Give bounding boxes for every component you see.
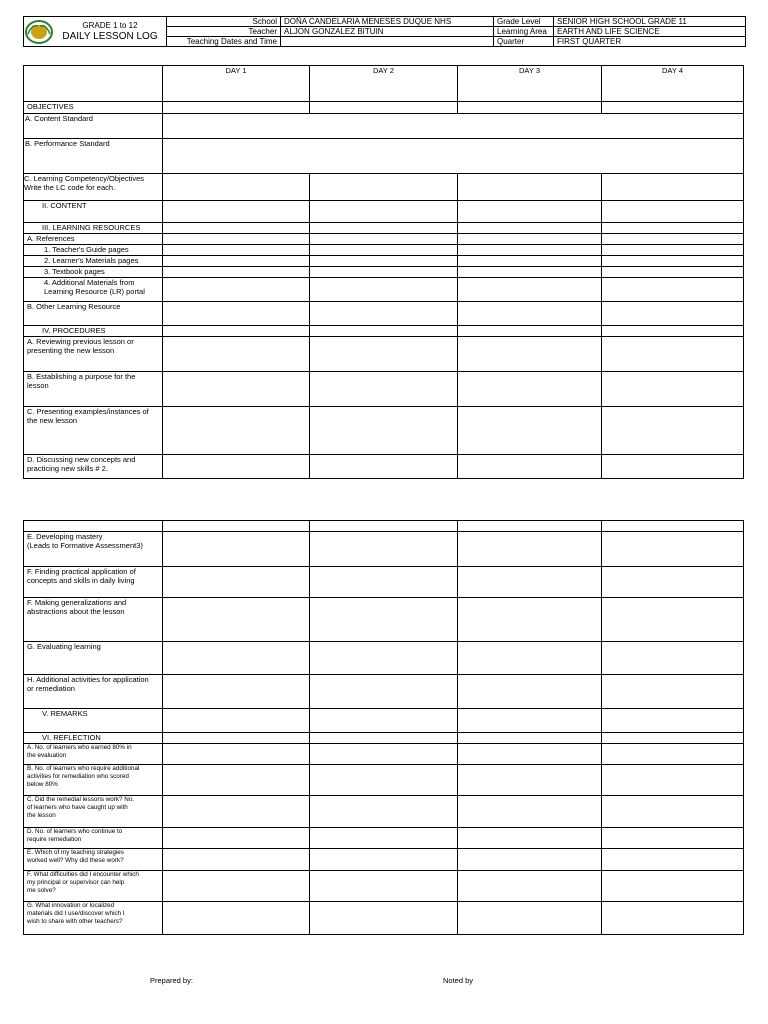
- dates-label: Teaching Dates and Time: [167, 37, 281, 47]
- objectives-day-4[interactable]: [602, 102, 744, 114]
- day-1-header: DAY 1: [163, 66, 310, 102]
- ref-b-day-3[interactable]: [458, 765, 602, 796]
- performance-standard-label: B. Performance Standard: [24, 139, 163, 174]
- references-day-4[interactable]: [602, 234, 744, 245]
- additional-day-1[interactable]: [163, 278, 310, 302]
- school-label: School: [167, 17, 281, 27]
- competency-day-2[interactable]: [310, 174, 458, 201]
- ref-a-day-1[interactable]: [163, 744, 310, 765]
- ref-g-day-1[interactable]: [163, 902, 310, 935]
- proc-f1-day-2[interactable]: [310, 567, 458, 598]
- ref-d-day-2[interactable]: [310, 828, 458, 849]
- ref-d-day-3[interactable]: [458, 828, 602, 849]
- proc-h-day-1[interactable]: [163, 675, 310, 709]
- proc-b-day-2[interactable]: [310, 372, 458, 407]
- proc-g-day-4[interactable]: [602, 642, 744, 675]
- ref-e-day-2[interactable]: [310, 849, 458, 871]
- ref-b-day-1[interactable]: [163, 765, 310, 796]
- additional-day-2[interactable]: [310, 278, 458, 302]
- additional-materials-label: 4. Additional Materials from Learning Resource (LR) portal: [24, 278, 163, 302]
- ref-f-day-3[interactable]: [458, 871, 602, 902]
- lm-day-4[interactable]: [602, 256, 744, 267]
- objectives-day-3[interactable]: [458, 102, 602, 114]
- proc-d-day-4[interactable]: [602, 455, 744, 479]
- textbook-day-1[interactable]: [163, 267, 310, 278]
- proc-g-day-3[interactable]: [458, 642, 602, 675]
- proc-f1-day-4[interactable]: [602, 567, 744, 598]
- reflection-day-2[interactable]: [310, 733, 458, 744]
- procedures-day-3[interactable]: [458, 326, 602, 337]
- header-table: [23, 16, 746, 47]
- grade-level-label: Grade Level: [494, 17, 554, 27]
- ref-c-day-3[interactable]: [458, 796, 602, 828]
- proc-h-day-2[interactable]: [310, 675, 458, 709]
- resources-day-1[interactable]: [163, 223, 310, 234]
- quarter-value: FIRST QUARTER: [554, 37, 746, 47]
- objectives-label: OBJECTIVES: [24, 102, 163, 114]
- proc-b-day-1[interactable]: [163, 372, 310, 407]
- ref-d-label: D. No. of learners who continue to require remediation: [24, 828, 163, 849]
- proc-g-day-2[interactable]: [310, 642, 458, 675]
- tg-day-4[interactable]: [602, 245, 744, 256]
- proc-h-day-4[interactable]: [602, 675, 744, 709]
- proc-f2-day-3[interactable]: [458, 598, 602, 642]
- proc-d-day-3[interactable]: [458, 455, 602, 479]
- references-day-3[interactable]: [458, 234, 602, 245]
- ref-c-day-1[interactable]: [163, 796, 310, 828]
- proc-c-label: C. Presenting examples/instances of the new lesson: [24, 407, 163, 455]
- logo-cell: [24, 17, 167, 47]
- ref-a-day-3[interactable]: [458, 744, 602, 765]
- lm-day-1[interactable]: [163, 256, 310, 267]
- proc-g-label: G. Evaluating learning: [24, 642, 163, 675]
- references-label: A. References: [24, 234, 163, 245]
- proc-b-day-4[interactable]: [602, 372, 744, 407]
- ref-b-label: B. No. of learners who require additional activities for remediation who scored below 80%: [24, 765, 163, 796]
- proc-c-day-2[interactable]: [310, 407, 458, 455]
- proc-a-day-3[interactable]: [458, 337, 602, 372]
- ref-d-day-1[interactable]: [163, 828, 310, 849]
- noted-by-label: Noted by: [443, 976, 474, 985]
- lesson-table-2: [23, 520, 744, 935]
- proc-d-day-1[interactable]: [163, 455, 310, 479]
- objectives-day-1[interactable]: [163, 102, 310, 114]
- grade-range: GRADE 1 to 12: [82, 20, 138, 30]
- ref-f-day-1[interactable]: [163, 871, 310, 902]
- proc-b-label: B. Establishing a purpose for the lesson: [24, 372, 163, 407]
- reflection-label: VI. REFLECTION: [24, 733, 163, 744]
- procedures-day-4[interactable]: [602, 326, 744, 337]
- resources-day-4[interactable]: [602, 223, 744, 234]
- content-standard-label: A. Content Standard: [24, 114, 163, 139]
- ref-e-day-1[interactable]: [163, 849, 310, 871]
- ref-g-day-2[interactable]: [310, 902, 458, 935]
- proc-f1-label: F. Finding practical application of concepts and skills in daily living: [24, 567, 163, 598]
- proc-c-day-4[interactable]: [602, 407, 744, 455]
- other-day-4[interactable]: [602, 302, 744, 326]
- ref-a-day-4[interactable]: [602, 744, 744, 765]
- performance-standard-value[interactable]: [163, 139, 744, 174]
- other-day-3[interactable]: [458, 302, 602, 326]
- proc-f2-day-1[interactable]: [163, 598, 310, 642]
- content-day-1[interactable]: [163, 201, 310, 223]
- tg-pages-label: 1. Teacher's Guide pages: [24, 245, 163, 256]
- remarks-day-3[interactable]: [458, 709, 602, 733]
- lm-pages-label: 2. Learner's Materials pages: [24, 256, 163, 267]
- learning-area-value: EARTH AND LIFE SCIENCE: [554, 27, 746, 37]
- proc-f2-day-2[interactable]: [310, 598, 458, 642]
- ref-c-label: C. Did the remedial lessons work? No. of learners who have caught up with the lesson: [24, 796, 163, 828]
- competency-day-4[interactable]: [602, 174, 744, 201]
- proc-e-day-4[interactable]: [602, 532, 744, 567]
- proc-d-day-2[interactable]: [310, 455, 458, 479]
- proc-a-label: A. Reviewing previous lesson or presenting the new lesson: [24, 337, 163, 372]
- resources-day-2[interactable]: [310, 223, 458, 234]
- additional-day-4[interactable]: [602, 278, 744, 302]
- quarter-label: Quarter: [494, 37, 554, 47]
- lm-day-2[interactable]: [310, 256, 458, 267]
- other-day-1[interactable]: [163, 302, 310, 326]
- reflection-day-4[interactable]: [602, 733, 744, 744]
- references-day-1[interactable]: [163, 234, 310, 245]
- top-day-1[interactable]: [163, 521, 310, 532]
- additional-day-3[interactable]: [458, 278, 602, 302]
- proc-e-day-3[interactable]: [458, 532, 602, 567]
- content-day-3[interactable]: [458, 201, 602, 223]
- learning-resources-label: III. LEARNING RESOURCES: [24, 223, 163, 234]
- competency-day-1[interactable]: [163, 174, 310, 201]
- ref-f-label: F. What difficulties did I encounter which my principal or supervisor can help me solve?: [24, 871, 163, 902]
- learning-competency-label: C. Learning Competency/Objectives Write the LC code for each.: [24, 174, 163, 201]
- proc-e-label: E. Developing mastery (Leads to Formative Assessment3): [24, 532, 163, 567]
- remarks-label: V. REMARKS: [24, 709, 163, 733]
- competency-day-3[interactable]: [458, 174, 602, 201]
- proc-b-day-3[interactable]: [458, 372, 602, 407]
- remarks-day-2[interactable]: [310, 709, 458, 733]
- day-2-header: DAY 2: [310, 66, 458, 102]
- ref-g-label: G. What innovation or localized materials did I use/discover which I wish to share with other teachers?: [24, 902, 163, 935]
- ref-f-day-2[interactable]: [310, 871, 458, 902]
- proc-f1-day-3[interactable]: [458, 567, 602, 598]
- grade-level-value: SENIOR HIGH SCHOOL GRADE 11: [554, 17, 746, 27]
- reflection-day-3[interactable]: [458, 733, 602, 744]
- ref-f-day-4[interactable]: [602, 871, 744, 902]
- teacher-label: Teacher: [167, 27, 281, 37]
- proc-f2-label: F. Making generalizations and abstractions about the lesson: [24, 598, 163, 642]
- log-title: DAILY LESSON LOG: [62, 30, 158, 42]
- corner-cell: [24, 66, 163, 102]
- day-4-header: DAY 4: [602, 66, 744, 102]
- tg-day-2[interactable]: [310, 245, 458, 256]
- prepared-by-label: Prepared by:: [150, 976, 193, 985]
- content-label: II. CONTENT: [24, 201, 163, 223]
- remarks-day-4[interactable]: [602, 709, 744, 733]
- proc-h-day-3[interactable]: [458, 675, 602, 709]
- ref-a-label: A. No. of learners who earned 80% in the evaluation: [24, 744, 163, 765]
- proc-e-day-2[interactable]: [310, 532, 458, 567]
- spacer-cell: [24, 521, 163, 532]
- references-day-2[interactable]: [310, 234, 458, 245]
- ref-e-label: E. Which of my teaching strategies worked well? Why did these work?: [24, 849, 163, 871]
- other-resource-label: B. Other Learning Resource: [24, 302, 163, 326]
- objectives-day-2[interactable]: [310, 102, 458, 114]
- ref-e-day-4[interactable]: [602, 849, 744, 871]
- teacher-value: ALJON GONZALEZ BITUIN: [281, 27, 494, 37]
- proc-e-day-1[interactable]: [163, 532, 310, 567]
- tg-day-3[interactable]: [458, 245, 602, 256]
- proc-d-label: D. Discussing new concepts and practicing new skills # 2.: [24, 455, 163, 479]
- proc-h-label: H. Additional activities for application or remediation: [24, 675, 163, 709]
- proc-c-day-1[interactable]: [163, 407, 310, 455]
- lm-day-3[interactable]: [458, 256, 602, 267]
- textbook-day-4[interactable]: [602, 267, 744, 278]
- ref-c-day-2[interactable]: [310, 796, 458, 828]
- remarks-day-1[interactable]: [163, 709, 310, 733]
- ref-e-day-3[interactable]: [458, 849, 602, 871]
- top-day-2[interactable]: [310, 521, 458, 532]
- proc-f1-day-1[interactable]: [163, 567, 310, 598]
- textbook-day-2[interactable]: [310, 267, 458, 278]
- school-value: DOÑA CANDELARIA MENESES DUQUE NHS: [281, 17, 494, 27]
- textbook-pages-label: 3. Textbook pages: [24, 267, 163, 278]
- learning-area-label: Learning Area: [494, 27, 554, 37]
- tg-day-1[interactable]: [163, 245, 310, 256]
- procedures-label: IV. PROCEDURES: [24, 326, 163, 337]
- proc-g-day-1[interactable]: [163, 642, 310, 675]
- lesson-table-1: [23, 65, 744, 479]
- top-day-4[interactable]: [602, 521, 744, 532]
- procedures-day-2[interactable]: [310, 326, 458, 337]
- other-day-2[interactable]: [310, 302, 458, 326]
- ref-a-day-2[interactable]: [310, 744, 458, 765]
- procedures-day-1[interactable]: [163, 326, 310, 337]
- proc-a-day-4[interactable]: [602, 337, 744, 372]
- ref-g-day-4[interactable]: [602, 902, 744, 935]
- proc-a-day-2[interactable]: [310, 337, 458, 372]
- proc-c-day-3[interactable]: [458, 407, 602, 455]
- reflection-day-1[interactable]: [163, 733, 310, 744]
- day-3-header: DAY 3: [458, 66, 602, 102]
- ref-c-day-4[interactable]: [602, 796, 744, 828]
- content-day-2[interactable]: [310, 201, 458, 223]
- proc-a-day-1[interactable]: [163, 337, 310, 372]
- proc-f2-day-4[interactable]: [602, 598, 744, 642]
- textbook-day-3[interactable]: [458, 267, 602, 278]
- deped-seal-icon: [24, 20, 54, 44]
- content-day-4[interactable]: [602, 201, 744, 223]
- ref-g-day-3[interactable]: [458, 902, 602, 935]
- ref-b-day-2[interactable]: [310, 765, 458, 796]
- content-standard-value[interactable]: [163, 114, 744, 139]
- dates-value[interactable]: [281, 37, 494, 47]
- ref-b-day-4[interactable]: [602, 765, 744, 796]
- ref-d-day-4[interactable]: [602, 828, 744, 849]
- top-day-3[interactable]: [458, 521, 602, 532]
- resources-day-3[interactable]: [458, 223, 602, 234]
